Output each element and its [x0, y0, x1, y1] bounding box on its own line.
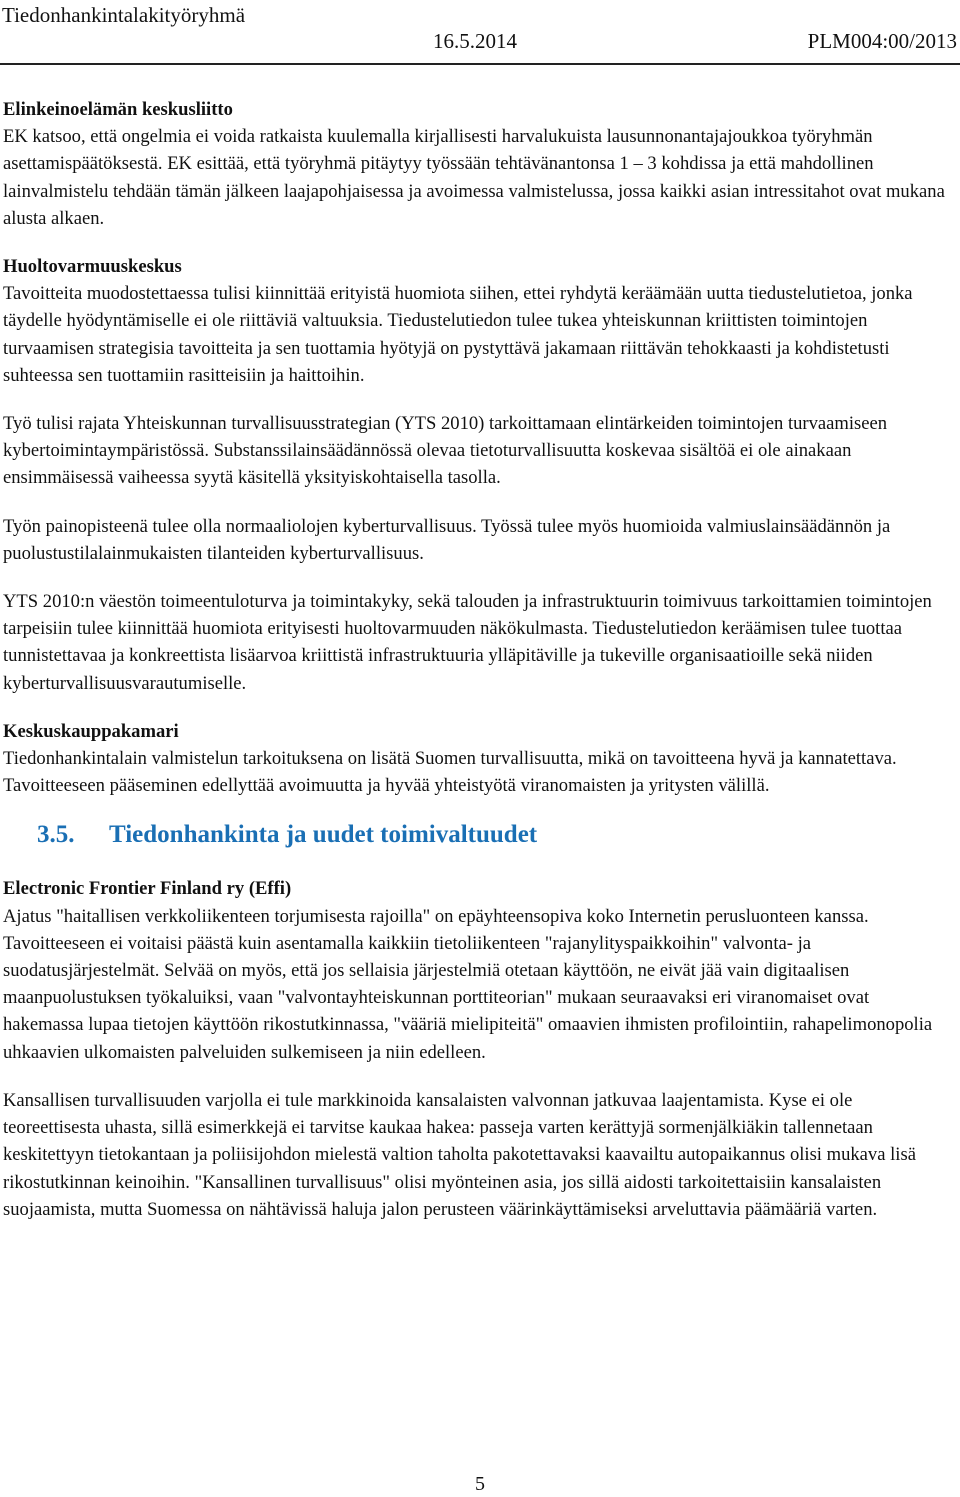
org-heading-effi: Electronic Frontier Finland ry (Effi)	[3, 878, 292, 900]
header-reference: PLM004:00/2013	[807, 29, 957, 53]
header-divider	[0, 63, 960, 65]
document-body	[3, 96, 953, 1244]
section-effi	[3, 875, 953, 1222]
section-ek	[3, 96, 953, 232]
paragraph-huolto-1: Tavoitteita muodostettaessa tulisi kiinnittää erityistä huomiota siihen, ettei ryhdytä keräämään uutta tiedustelutietoa, jonka täydelle hyödyntämiselle ei ole riittäviä valtuuksia. Tiedustelutiedon tulee tukea yhteiskunnan kriittisten toimintojen turvaamisen strategisia tavoitteita ja sen tuottamia hyötyjä on pystyttävä jakamaan riittävän tehokkaasti ja kohdistetusti suhteessa sen tuottamiin rasitteisiin ja haittoihin.	[3, 283, 913, 386]
paragraph-huolto-4: YTS 2010:n väestön toimeentuloturva ja toimintakyky, sekä talouden ja infrastruktuurin toimivuus tarkoittamien toimintojen tarpeisiin tulee kiinnittää huomiota erityisesti huoltovarmuuden näkökulmasta. Tiedustelutiedon keräämisen tulee tuottaa tunnistettavaa ja konkreettista lisäarvoa kriittistä infrastruktuuria ylläpitäville ja tukeville organisaatioille sekä niiden kyberturvallisuusvarautumiselle.	[3, 591, 932, 694]
page-number: 5	[475, 1473, 485, 1495]
paragraph-ek-1: EK katsoo, että ongelmia ei voida ratkaista kuulemalla kirjallisesti harvalukuista lausunnonantajajoukkoa työryhmän asettamispäätöksestä. EK esittää, että työryhmä pitäytyy työssään tehtävänantonsa 1 – 3 kohdissa ja että mahdollinen lainvalmistelu tehdään tämän jälkeen laajapohjaisessa ja avoimessa valmistelussa, jossa kaikki asian intressitahot ovat mukana alusta alkaen.	[3, 126, 945, 229]
section-heading-3-5	[3, 820, 953, 850]
page-header	[0, 0, 960, 70]
paragraph-huolto-3: Työn painopisteenä tulee olla normaaliolojen kyberturvallisuus. Työssä tulee myös huomioida valmiuslainsäädännön ja puolustustilalainmukaisten tilanteiden kyberturvallisuus.	[3, 515, 891, 564]
org-heading-keskuskauppakamari: Keskuskauppakamari	[3, 720, 179, 742]
org-heading-huoltovarmuuskeskus: Huoltovarmuuskeskus	[3, 256, 182, 278]
section-keskuskauppakamari	[3, 718, 953, 800]
header-date: 16.5.2014	[433, 29, 517, 53]
section-huoltovarmuuskeskus	[3, 253, 953, 697]
section-title: Tiedonhankinta ja uudet toimivaltuudet	[109, 821, 538, 849]
paragraph-kkk-1: Tiedonhankintalain valmistelun tarkoituksena on lisätä Suomen turvallisuutta, mikä on tavoitteena hyvä ja kannatettava. Tavoitteeseen pääseminen edellyttää avoimuutta ja hyvää yhteistyötä viranomaisten ja yritysten välillä.	[3, 748, 897, 797]
header-organization: Tiedonhankintalakityöryhmä	[2, 3, 246, 27]
section-number: 3.5.	[37, 821, 75, 849]
org-heading-ek: Elinkeinoelämän keskusliitto	[3, 99, 233, 120]
paragraph-effi-2: Kansallisen turvallisuuden varjolla ei tule markkinoida kansalaisten valvonnan jatkuvaa laajentamista. Kyse ei ole teoreettisesta uhasta, sillä esimerkkejä ei tarvitse kaukaa hakea: passeja varten kerättyjä sormenjälkiäkin tallennetaan keskitettyyn tietokantaan ja poliisijohdon mielestä valtion taholta pakotettavaksi kaavailtu autopaikannus olisi mukava lisä rikostutkinnan keinoihin. "Kansallinen turvallisuus" olisi myönteinen asia, jos sillä aidosti tarkoitettaisiin kansalaisten suojaamista, mutta Suomessa on nähtävissä haluja jalon perusteen väärinkäyttämiseksi arveluttavia päämääriä varten.	[3, 1089, 916, 1220]
paragraph-effi-1: Ajatus "haitallisen verkkoliikenteen torjumisesta rajoilla" on epäyhteensopiva koko Internetin perusluonteen kanssa. Tavoitteeseen ei voitaisi päästä kuin asentamalla kaikkiin tietoliikenteen "rajanylityspaikkoihin" valvonta- ja suodatusjärjestelmät. Selvää on myös, että jos sellaisia järjestelmiä otetaan käyttöön, ne eivät jää vain digitaalisen maanpuolustuksen työkaluiksi, vaan "valvontayhteiskunnan porttiteorian" mukaan seuraavaksi eri viranomaiset ovat hakemassa lupaa tietojen käyttöön rikostutkinnassa, "vääriä mielipiteitä" omaavien ihmisten profilointiin, rahapelimonopolia uhkaavien ulkomaisten palveluiden sulkemiseen ja niin edelleen.	[3, 905, 933, 1063]
paragraph-huolto-2: Työ tulisi rajata Yhteiskunnan turvallisuusstrategian (YTS 2010) tarkoittamaan elintärkeiden toimintojen turvaamiseen kybertoimintaympäristössä. Substanssilainsäädännössä olevaa tietoturvallisuutta koskevaa sisältöä ei ole ainakaan ensimmäisessä vaiheessa syytä käsitellä yksityiskohtaisella tasolla.	[3, 413, 888, 489]
